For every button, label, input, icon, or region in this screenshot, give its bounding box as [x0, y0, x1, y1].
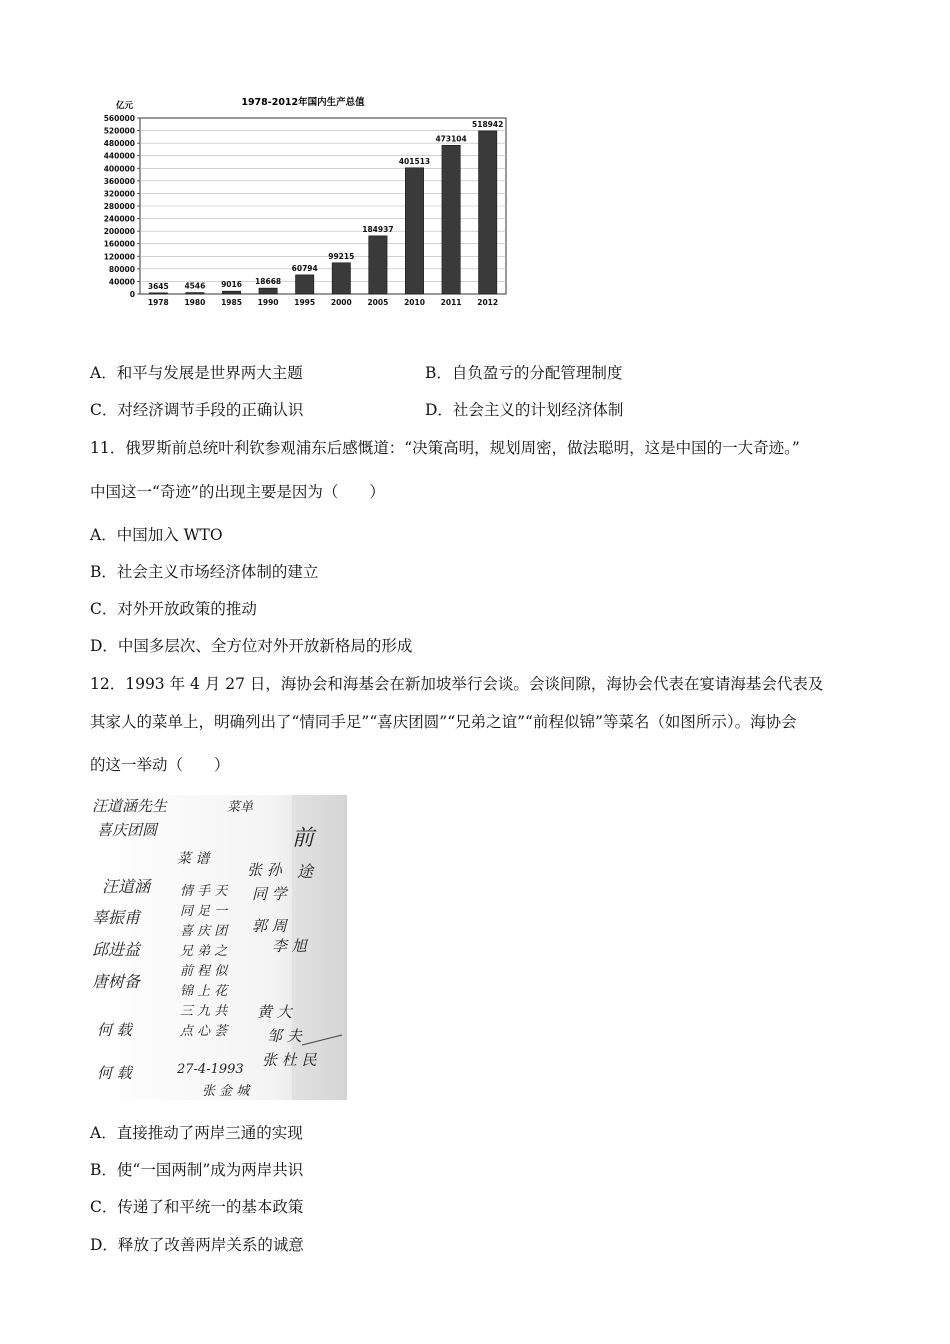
- bar-value-label: 473104: [435, 134, 467, 144]
- svg-text:汪道涵先生: 汪道涵先生: [92, 797, 168, 815]
- svg-text:何 载: 何 载: [97, 1021, 132, 1039]
- svg-text:李 旭: 李 旭: [272, 937, 307, 955]
- svg-text:前 程 似: 前 程 似: [180, 964, 228, 979]
- bar-2005: [369, 236, 387, 294]
- y-tick-label: 360000: [103, 176, 135, 186]
- svg-text:途: 途: [297, 862, 314, 881]
- svg-text:菜单: 菜单: [227, 800, 254, 815]
- q12-stem-line-1: 12．1993 年 4 月 27 日，海协会和海基会在新加坡举行会谈。会谈间隙，海协会代表在宴请海基会代表及: [90, 675, 824, 693]
- q10-option-b[interactable]: B．自负盈亏的分配管理制度: [425, 364, 623, 382]
- y-tick-label: 120000: [103, 252, 135, 262]
- q12-option-a[interactable]: A．直接推动了两岸三通的实现: [90, 1124, 303, 1142]
- svg-text:郭 周: 郭 周: [252, 917, 287, 935]
- y-tick-label: 520000: [103, 126, 135, 136]
- q12-option-d[interactable]: D．释放了改善两岸关系的诚意: [90, 1236, 304, 1254]
- y-tick-label: 480000: [103, 139, 135, 149]
- q12-stem-line-2: 其家人的菜单上，明确列出了“情同手足”“喜庆团圆”“兄弟之谊”“前程似锦”等菜名（如图所示）。海协会: [90, 713, 797, 731]
- x-tick-label: 1980: [184, 298, 206, 307]
- svg-text:邱进益: 邱进益: [92, 940, 141, 959]
- x-tick-label: 1990: [257, 298, 279, 307]
- svg-text:锦 上 花: 锦 上 花: [180, 984, 228, 999]
- bar-1978: [149, 293, 167, 294]
- svg-text:同 学: 同 学: [252, 885, 287, 903]
- bar-value-label: 518942: [472, 119, 504, 129]
- bar-value-label: 401513: [398, 156, 431, 166]
- bar-1985: [222, 291, 240, 294]
- svg-text:菜 谱: 菜 谱: [177, 851, 210, 867]
- svg-text:黄 大: 黄 大: [257, 1003, 292, 1021]
- bar-1995: [296, 275, 314, 294]
- svg-text:邹 夫: 邹 夫: [267, 1027, 302, 1045]
- y-tick-label: 280000: [103, 202, 135, 211]
- q11-option-d[interactable]: D．中国多层次、全方位对外开放新格局的形成: [90, 637, 413, 655]
- svg-text:汪道涵: 汪道涵: [102, 877, 151, 896]
- q10-option-c[interactable]: C．对经济调节手段的正确认识: [90, 401, 304, 419]
- y-tick-label: 240000: [103, 214, 135, 224]
- bar-1980: [186, 293, 204, 294]
- bar-value-label: 4546: [184, 281, 206, 291]
- svg-text:情 手 天: 情 手 天: [180, 884, 228, 899]
- q11-stem-line-2: 中国这一“奇迹”的出现主要是因为（ ）: [90, 483, 385, 501]
- gdp-bar-chart: [90, 92, 520, 322]
- q11-option-c[interactable]: C．对外开放政策的推动: [90, 600, 257, 618]
- svg-text:喜 庆 团: 喜 庆 团: [180, 924, 228, 939]
- y-tick-label: 560000: [103, 114, 135, 123]
- svg-text:张 杜 民: 张 杜 民: [262, 1051, 317, 1069]
- bar-value-label: 3645: [147, 281, 169, 291]
- bar-value-label: 99215: [328, 251, 355, 261]
- q11-option-b[interactable]: B．社会主义市场经济体制的建立: [90, 563, 319, 581]
- svg-text:同 足 一: 同 足 一: [180, 904, 228, 919]
- q11-stem-line-1: 11．俄罗斯前总统叶利钦参观浦东后感慨道：“决策高明，规划周密，做法聪明，这是中国的一大奇迹。”: [90, 439, 800, 457]
- bar-value-label: 18668: [255, 277, 282, 287]
- svg-text:27-4-1993: 27-4-1993: [177, 1062, 244, 1077]
- q11-option-a[interactable]: A．中国加入 WTO: [90, 526, 223, 544]
- y-tick-label: 80000: [108, 264, 135, 274]
- chart-plot-area: [104, 114, 506, 307]
- q12-option-b[interactable]: B．使“一国两制”成为两岸共识: [90, 1161, 304, 1179]
- x-tick-label: 2005: [367, 298, 389, 307]
- bar-value-label: 60794: [291, 263, 318, 273]
- x-tick-label: 2012: [477, 298, 499, 307]
- q10-option-a[interactable]: A．和平与发展是世界两大主题: [90, 364, 303, 382]
- q10-option-d[interactable]: D．社会主义的计划经济体制: [425, 401, 624, 419]
- bar-2010: [405, 168, 423, 294]
- handwritten-menu-image: [92, 795, 347, 1100]
- x-tick-label: 1995: [294, 298, 316, 307]
- svg-text:何 载: 何 载: [97, 1064, 132, 1082]
- y-tick-label: 0: [129, 290, 135, 299]
- y-tick-label: 400000: [103, 164, 135, 174]
- bar-value-label: 9016: [221, 280, 242, 290]
- svg-text:点 心 荟: 点 心 荟: [180, 1024, 228, 1039]
- chart-title: 1978-2012年国内生产总值: [241, 97, 365, 108]
- y-tick-label: 200000: [103, 227, 135, 237]
- y-tick-label: 40000: [108, 277, 135, 287]
- bar-2011: [442, 145, 460, 294]
- bar-2012: [479, 131, 497, 294]
- svg-text:兄 弟 之: 兄 弟 之: [180, 944, 228, 959]
- y-tick-label: 440000: [103, 151, 135, 161]
- x-tick-label: 1985: [221, 298, 242, 307]
- svg-text:辜振甫: 辜振甫: [92, 908, 141, 927]
- bar-2000: [332, 263, 350, 294]
- svg-text:张 金 城: 张 金 城: [202, 1084, 250, 1099]
- svg-text:唐树备: 唐树备: [92, 972, 141, 991]
- bar-value-label: 184937: [362, 224, 394, 234]
- y-tick-label: 160000: [103, 239, 135, 249]
- x-tick-label: 2000: [330, 298, 352, 307]
- q12-stem-line-3: 的这一举动（ ）: [90, 756, 230, 774]
- bar-1990: [259, 288, 277, 294]
- x-tick-label: 2011: [440, 298, 462, 307]
- x-tick-label: 1978: [147, 298, 169, 307]
- y-tick-label: 320000: [103, 189, 135, 199]
- svg-text:三 九 共: 三 九 共: [180, 1004, 228, 1019]
- svg-text:张 孙: 张 孙: [247, 861, 282, 879]
- svg-text:前: 前: [292, 826, 315, 851]
- y-axis-label: 亿元: [116, 101, 134, 111]
- svg-text:喜庆团圆: 喜庆团圆: [97, 821, 158, 839]
- q12-option-c[interactable]: C．传递了和平统一的基本政策: [90, 1198, 304, 1216]
- x-tick-label: 2010: [404, 298, 425, 307]
